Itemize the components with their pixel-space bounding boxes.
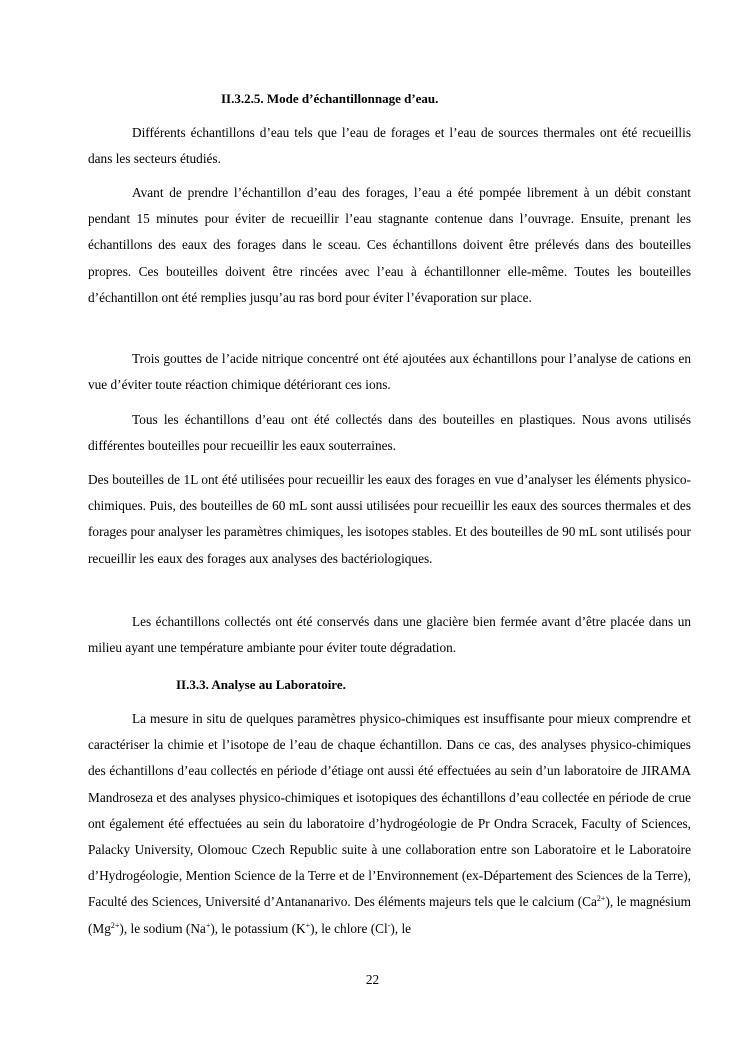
ion-magnesium: ), le magnésium ($Mg^{2+}$: [88, 894, 691, 936]
section-heading-analyse-laboratoire: II.3.3. Analyse au Laboratoire.: [176, 677, 346, 692]
ion-potassium: ), le potassium (K+: [210, 920, 311, 936]
paragraph-volumes-bouteilles: Des bouteilles de 1L ont été utilisées pour recueillir les eaux des forages en vue d’analyser les éléments physico-chimiques. Puis, des bouteilles de 60 mL sont aussi utilisées pour recueillir les eaux des sources thermales et des forages pour analyser les paramètres chimiques, les isotopes stables. Et des bouteilles de 90 mL sont utilisés pour recueillir les eaux des forages aux analyses des bactériologiques.: [88, 472, 691, 566]
ion-chlore: ), le chlore (Cl-: [310, 920, 391, 936]
analyse-main-text: La mesure in situ de quelques paramètres physico-chimiques est insuffisante pour mieux comprendre et caractériser la chimie et l’isotope de l’eau de chaque échantillon. Dans ce cas, des analyses physico-chimiques des échantillons d’eau collectés en période d’étiage ont aussi été effectuées au sein d’un laboratoire de JIRAMA Mandroseza et des analyses physico-chimiques et isotopiques des échantillons d’eau collectée en période de crue ont également été effectuées au sein du laboratoire d’hydrogéologie de Pr Ondra Scracek, Faculty of Sciences, Palacky University, Olomouc Czech Republic suite à une collaboration entre son Laboratoire et le Laboratoire d’Hydrogéologie, Mention Science de la Terre et de l’Environnement (ex-Département des Sciences de la Terre), Faculté des Sciences, Université d’Antananarivo. Des éléments majeurs tels que le: [88, 711, 691, 910]
paragraph-conservation: Les échantillons collectés ont été conservés dans une glacière bien fermée avant d’être placée dans un milieu ayant une température ambiante pour éviter toute dégradation.: [88, 614, 691, 656]
page-number: 22: [365, 972, 380, 987]
ion-calcium: calcium ($Ca^{2+}$: [532, 894, 606, 910]
analyse-tail-text: ), le: [390, 920, 412, 936]
ion-sodium: ), le sodium (Na+: [119, 920, 211, 936]
paragraph-echantillons-types: Différents échantillons d’eau tels que l’eau de forages et l’eau de sources thermales ont été recueillis dans les secteurs étudiés.: [88, 125, 691, 167]
paragraph-bouteilles-plastiques: Tous les échantillons d’eau ont été collectés dans des bouteilles en plastiques. Nous avons utilisés différentes bouteilles pour recueillir les eaux souterraines.: [88, 412, 691, 454]
section-heading-mode-echantillonnage: II.3.2.5. Mode d’échantillonnage d’eau.: [221, 91, 439, 106]
paragraph-analyse-laboratoire: [88, 706, 691, 942]
paragraph-acide-nitrique: Trois gouttes de l’acide nitrique concentré ont été ajoutées aux échantillons pour l’analyse de cations en vue d’éviter toute réaction chimique détériorant ces ions.: [88, 351, 691, 393]
paragraph-prelevement-forages: Avant de prendre l’échantillon d’eau des forages, l’eau a été pompée librement à un débit constant pendant 15 minutes pour éviter de recueillir l’eau stagnante contenue dans l’ouvrage. Ensuite, prenant les échantillons des eaux des forages dans le sceau. Ces échantillons doivent être prélevés dans des bouteilles propres. Ces bouteilles doivent être rincées avec l’eau à échantillonner elle-même. Toutes les bouteilles d’échantillon ont été remplies jusqu’au ras bord pour éviter l’évaporation sur place.: [88, 185, 691, 305]
